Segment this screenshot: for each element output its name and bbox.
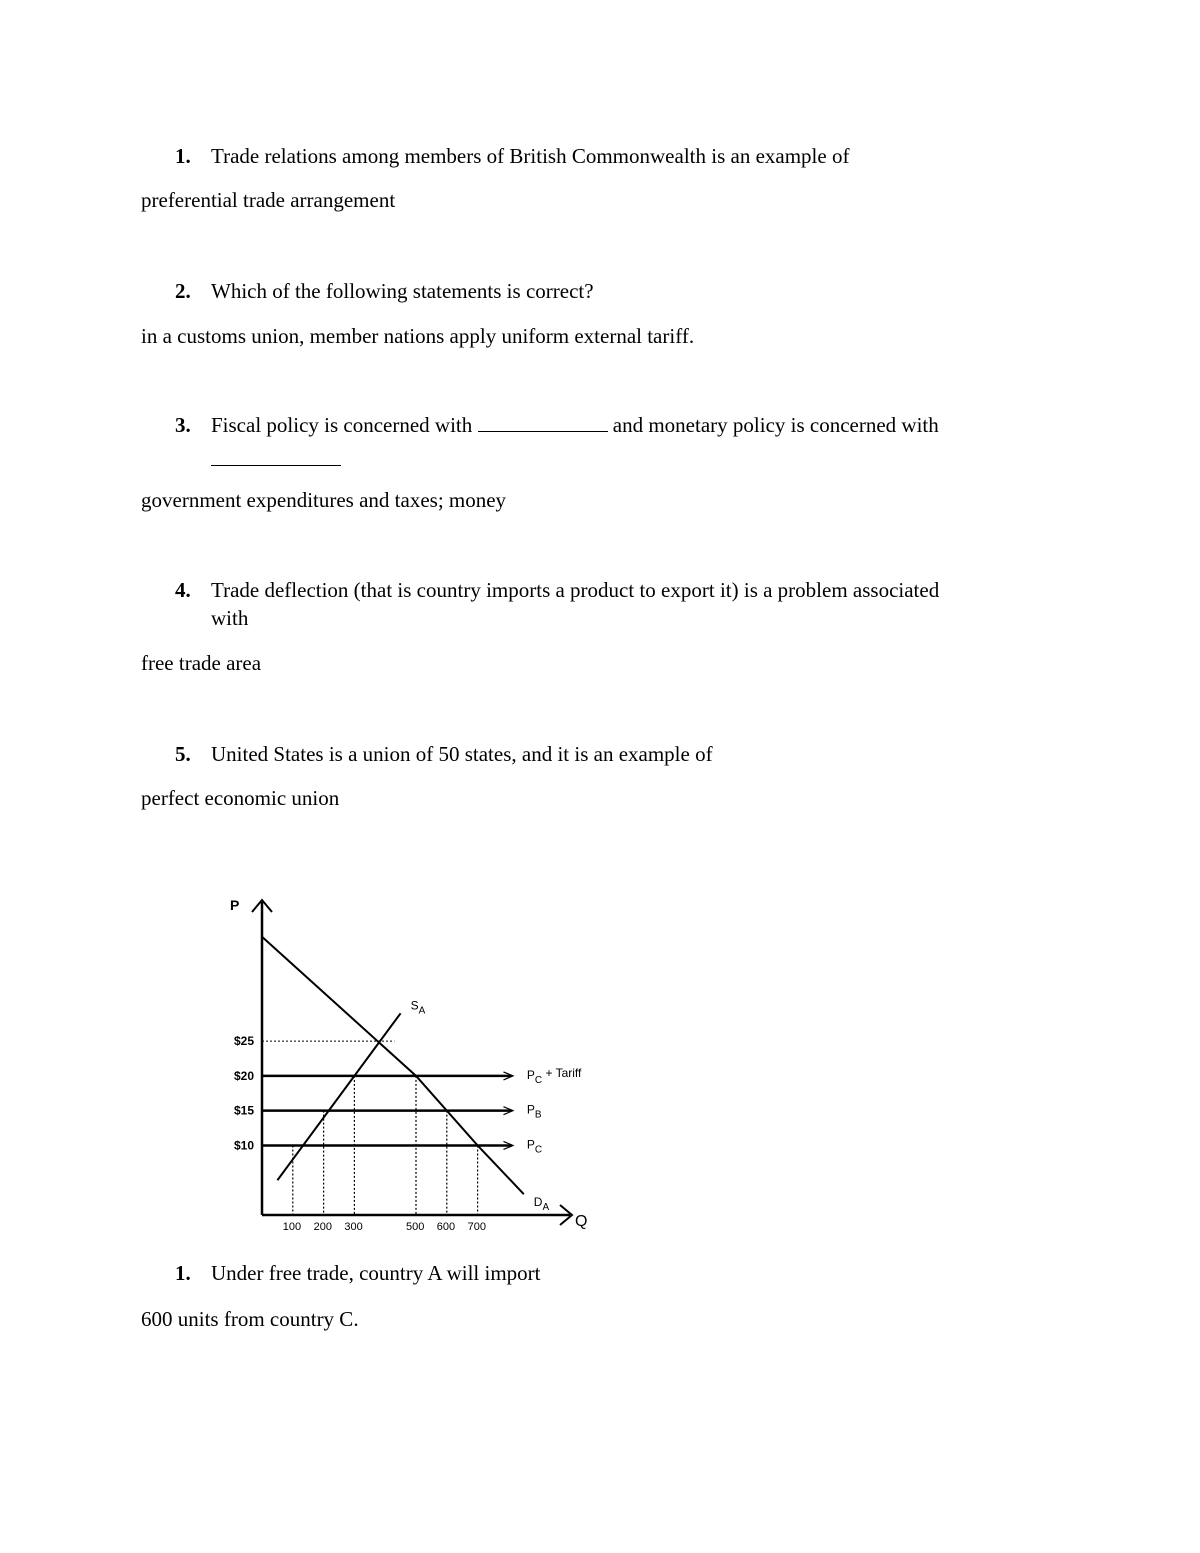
followup-text: Under free trade, country A will import bbox=[211, 1261, 541, 1285]
x-tick-label-3: 500 bbox=[406, 1221, 425, 1233]
x-axis-label: Q bbox=[575, 1213, 588, 1230]
question-3-text-after: and monetary policy is concerned with bbox=[612, 413, 939, 437]
question-5-answer: perfect economic union bbox=[141, 786, 340, 810]
curve-label-SA: $S_A$ bbox=[410, 998, 426, 1017]
price-line-label-0: $P_C$ + Tariff bbox=[526, 1065, 582, 1086]
trade-diagram-chart bbox=[200, 880, 640, 1250]
question-5-text: United States is a union of 50 states, and it is an example of bbox=[211, 742, 713, 766]
question-2-answer: in a customs union, member nations apply uniform external tariff. bbox=[141, 324, 695, 348]
followup-number: 1. bbox=[175, 1261, 191, 1285]
curve-SA bbox=[277, 1013, 400, 1180]
question-2-text: Which of the following statements is correct? bbox=[211, 279, 594, 303]
curve-label-DA: $D_A$ bbox=[533, 1195, 550, 1214]
curve-DA bbox=[262, 937, 524, 1194]
x-tick-label-2: 300 bbox=[344, 1221, 363, 1233]
question-4-text-line2: with bbox=[211, 606, 249, 630]
price-line-label-1: $P_B$ bbox=[526, 1102, 542, 1121]
question-4-number: 4. bbox=[175, 578, 191, 602]
x-tick-label-5: 700 bbox=[467, 1221, 486, 1233]
question-3-blank-2 bbox=[211, 465, 341, 466]
question-2-number: 2. bbox=[175, 279, 191, 303]
question-4-answer: free trade area bbox=[141, 651, 262, 675]
question-1-answer: preferential trade arrangement bbox=[141, 188, 396, 212]
question-3-text bbox=[211, 411, 939, 439]
question-3-text-before: Fiscal policy is concerned with bbox=[211, 413, 473, 437]
question-1-text: Trade relations among members of British Commonwealth is an example of bbox=[211, 144, 850, 168]
followup-answer: 600 units from country C. bbox=[141, 1307, 359, 1331]
y-tick-label-3: $10 bbox=[234, 1138, 255, 1153]
question-5-number: 5. bbox=[175, 742, 191, 766]
question-1-number: 1. bbox=[175, 144, 191, 168]
y-axis-label: P bbox=[230, 897, 240, 913]
question-3-blank-1 bbox=[478, 413, 608, 432]
x-tick-label-4: 600 bbox=[436, 1221, 456, 1233]
question-3-number: 3. bbox=[175, 413, 191, 437]
y-tick-label-1: $20 bbox=[234, 1068, 255, 1083]
question-3-answer: government expenditures and taxes; money bbox=[141, 488, 507, 512]
x-tick-label-0: 100 bbox=[282, 1221, 302, 1233]
question-4-text-line1: Trade deflection (that is country imports a product to export it) is a problem associated bbox=[211, 578, 940, 602]
y-tick-label-0: $25 bbox=[234, 1034, 255, 1049]
y-tick-label-2: $15 bbox=[234, 1103, 255, 1118]
x-tick-label-1: 200 bbox=[313, 1221, 332, 1233]
price-line-label-2: $P_C$ bbox=[526, 1137, 543, 1156]
